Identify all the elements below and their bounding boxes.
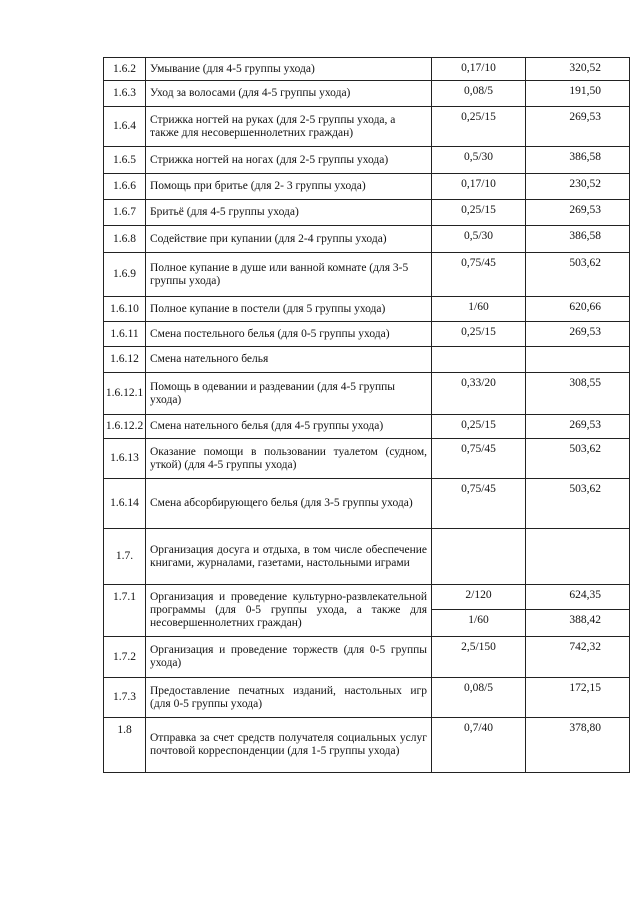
price xyxy=(526,529,630,585)
table-row xyxy=(104,718,630,773)
price: 320,52 xyxy=(526,58,630,81)
table-row xyxy=(104,373,630,415)
service-description: Стрижка ногтей на ногах (для 2-5 группы ухода) xyxy=(146,147,432,174)
price: 172,15 xyxy=(526,678,630,718)
service-description: Оказание помощи в пользовании туалетом (судном, уткой) (для 4-5 группы ухода) xyxy=(146,439,432,479)
table-row xyxy=(104,107,630,147)
service-description: Организация и проведение культурно-развлекательной программы (для 0-5 группы ухода, а также для несовершеннолетних граждан) xyxy=(146,585,432,637)
price: 308,55 xyxy=(526,373,630,415)
time-norm xyxy=(432,347,526,373)
row-number: 1.6.4 xyxy=(104,107,146,147)
row-number: 1.6.2 xyxy=(104,58,146,81)
row-number: 1.6.8 xyxy=(104,226,146,253)
service-description: Помощь при бритье (для 2- 3 группы ухода) xyxy=(146,174,432,200)
table-row xyxy=(104,174,630,200)
table-row xyxy=(104,479,630,529)
time-norm: 0,7/40 xyxy=(432,718,526,773)
price: 269,53 xyxy=(526,200,630,226)
row-number: 1.7. xyxy=(104,529,146,585)
table-row xyxy=(104,678,630,718)
time-norm-alt: 1/60 xyxy=(432,610,526,637)
time-norm: 2/120 xyxy=(432,585,526,610)
row-number: 1.6.6 xyxy=(104,174,146,200)
table-row xyxy=(104,637,630,678)
table-row xyxy=(104,347,630,373)
row-number: 1.6.12.1 xyxy=(104,373,146,415)
price: 503,62 xyxy=(526,253,630,297)
row-number: 1.6.7 xyxy=(104,200,146,226)
service-description: Организация досуга и отдыха, в том числе обеспечение книгами, журналами, газетами, настольными играми xyxy=(146,529,432,585)
table-row xyxy=(104,58,630,81)
price: 191,50 xyxy=(526,81,630,107)
time-norm: 0,08/5 xyxy=(432,678,526,718)
row-number: 1.6.5 xyxy=(104,147,146,174)
table-row xyxy=(104,439,630,479)
time-norm: 0,25/15 xyxy=(432,107,526,147)
time-norm: 2,5/150 xyxy=(432,637,526,678)
table-row xyxy=(104,200,630,226)
time-norm: 0,08/5 xyxy=(432,81,526,107)
row-number: 1.6.14 xyxy=(104,479,146,529)
time-norm: 0,25/15 xyxy=(432,200,526,226)
time-norm: 0,25/15 xyxy=(432,322,526,347)
table-row xyxy=(104,585,630,610)
price-alt: 388,42 xyxy=(526,610,630,637)
price xyxy=(526,347,630,373)
time-norm: 0,17/10 xyxy=(432,58,526,81)
time-norm: 0,25/15 xyxy=(432,415,526,439)
table-row xyxy=(104,81,630,107)
price: 230,52 xyxy=(526,174,630,200)
time-norm: 0,17/10 xyxy=(432,174,526,200)
row-number: 1.7.3 xyxy=(104,678,146,718)
service-description: Смена нательного белья (для 4-5 группы ухода) xyxy=(146,415,432,439)
time-norm: 0,5/30 xyxy=(432,226,526,253)
row-number: 1.6.12.2 xyxy=(104,415,146,439)
time-norm: 0,75/45 xyxy=(432,479,526,529)
price: 742,32 xyxy=(526,637,630,678)
service-description: Смена абсорбирующего белья (для 3-5 группы ухода) xyxy=(146,479,432,529)
service-description: Предоставление печатных изданий, настольных игр (для 0-5 группы ухода) xyxy=(146,678,432,718)
row-number: 1.6.13 xyxy=(104,439,146,479)
row-number: 1.6.10 xyxy=(104,297,146,322)
service-description: Организация и проведение торжеств (для 0-5 группы ухода) xyxy=(146,637,432,678)
price: 503,62 xyxy=(526,439,630,479)
table-row xyxy=(104,529,630,585)
row-number: 1.8 xyxy=(104,718,146,773)
row-number: 1.6.3 xyxy=(104,81,146,107)
table-row xyxy=(104,253,630,297)
services-table xyxy=(103,57,630,773)
price: 269,53 xyxy=(526,415,630,439)
price: 386,58 xyxy=(526,226,630,253)
service-description: Полное купание в постели (для 5 группы ухода) xyxy=(146,297,432,322)
table-row xyxy=(104,415,630,439)
price: 386,58 xyxy=(526,147,630,174)
service-description: Уход за волосами (для 4-5 группы ухода) xyxy=(146,81,432,107)
time-norm: 1/60 xyxy=(432,297,526,322)
row-number: 1.6.9 xyxy=(104,253,146,297)
service-description: Стрижка ногтей на руках (для 2-5 группы ухода, а также для несовершеннолетних граждан) xyxy=(146,107,432,147)
price: 620,66 xyxy=(526,297,630,322)
service-description: Смена нательного белья xyxy=(146,347,432,373)
price: 269,53 xyxy=(526,107,630,147)
row-number: 1.6.11 xyxy=(104,322,146,347)
service-description: Полное купание в душе или ванной комнате (для 3-5 группы ухода) xyxy=(146,253,432,297)
price: 378,80 xyxy=(526,718,630,773)
time-norm: 0,5/30 xyxy=(432,147,526,174)
price: 624,35 xyxy=(526,585,630,610)
time-norm: 0,75/45 xyxy=(432,439,526,479)
table-row xyxy=(104,322,630,347)
row-number: 1.7.1 xyxy=(104,585,146,637)
service-description: Помощь в одевании и раздевании (для 4-5 группы ухода) xyxy=(146,373,432,415)
service-description: Содействие при купании (для 2-4 группы ухода) xyxy=(146,226,432,253)
time-norm: 0,33/20 xyxy=(432,373,526,415)
service-description: Смена постельного белья (для 0-5 группы ухода) xyxy=(146,322,432,347)
time-norm: 0,75/45 xyxy=(432,253,526,297)
table-row xyxy=(104,147,630,174)
row-number: 1.7.2 xyxy=(104,637,146,678)
service-description: Отправка за счет средств получателя социальных услуг почтовой корреспонденции (для 1-5 группы ухода) xyxy=(146,718,432,773)
price: 269,53 xyxy=(526,322,630,347)
table-row xyxy=(104,226,630,253)
time-norm xyxy=(432,529,526,585)
service-description: Бритьё (для 4-5 группы ухода) xyxy=(146,200,432,226)
table-row xyxy=(104,297,630,322)
price: 503,62 xyxy=(526,479,630,529)
service-description: Умывание (для 4-5 группы ухода) xyxy=(146,58,432,81)
row-number: 1.6.12 xyxy=(104,347,146,373)
